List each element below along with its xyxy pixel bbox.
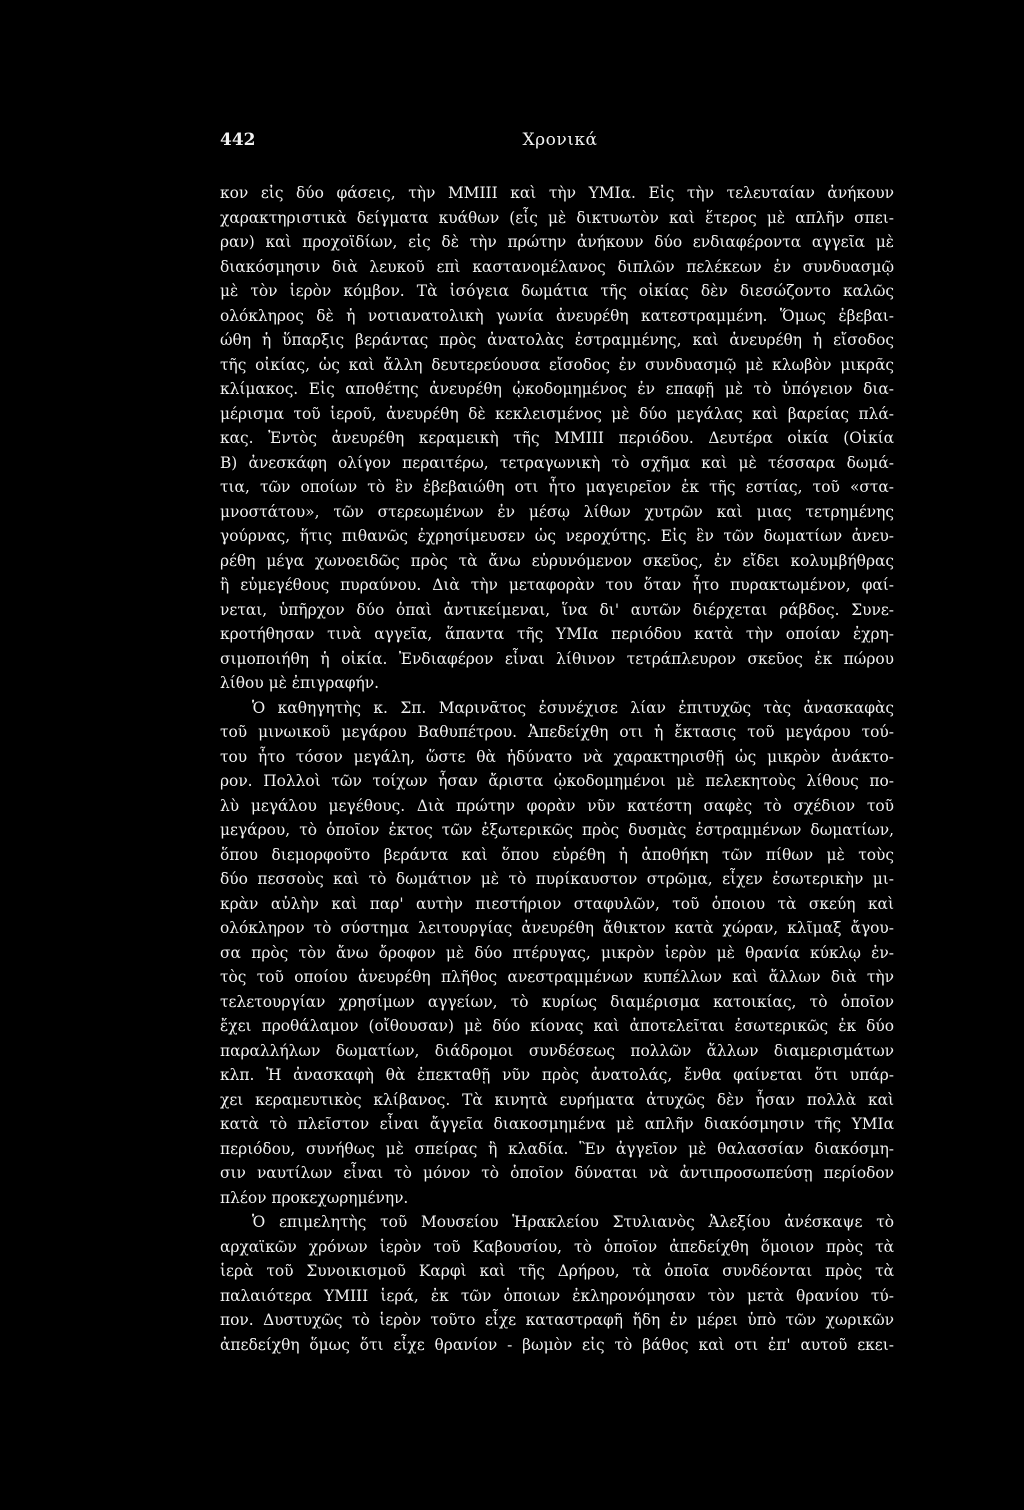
text-line: χαρακτηριστικὰ δείγματα κυάθων (εἷς μὲ δικτυωτὸν καὶ ἕτερος μὲ απλῆν σπει- [220, 208, 894, 227]
text-line: ἢ εὐμεγέθους πυραύνου. Διὰ τὴν μεταφορὰν του ὅταν ἦτο πυρακτωμένον, φαί- [220, 576, 894, 594]
article-body [220, 181, 894, 1357]
text-line: κροτήθησαν τινὰ αγγεῖα, ἅπαντα τῆς ΥΜΙα περιόδου κατὰ τὴν οποίαν ἐχρη- [220, 625, 894, 643]
text-line [220, 279, 894, 304]
text-line: κον εἰς δύο φάσεις, τὴν ΜΜΙΙΙ καὶ τὴν ΥΜΙα. Εἰς τὴν τελευταίαν ἀνήκουν [220, 184, 894, 202]
text-line: κας. Ἐντὸς ἀνευρέθη κεραμεικὴ τῆς ΜΜΙΙΙ περιόδου. Δευτέρα οἰκία (Οἰκία [220, 429, 894, 447]
text-line: ἔχει προθάλαμον (οἴθουσαν) μὲ δύο κίονας καὶ ἀποτελεῖται ἐσωτερικῶς ἐκ δύο [220, 1017, 894, 1035]
text-line: κρὰν αὐλὴν καὶ παρ' αυτὴν πιεστήριον σταφυλῶν, τοῦ ὁποιου τὰ σκεύη καὶ [220, 894, 894, 913]
text-line: διακόσμησιν διὰ λευκοῦ επὶ καστανομέλανος διπλῶν πελέκεων ἐν συνδυασμῷ [220, 257, 894, 276]
text-line: τῆς οἰκίας, ὡς καὶ ἄλλη δευτερεύουσα εἴσοδος ἐν συνδυασμῷ μὲ κλωβὸν μικρᾶς [220, 355, 894, 374]
text-line: γούρνας, ἥτις πιθανῶς ἐχρησίμευσεν ὡς νεροχύτης. Εἰς ἓν τῶν δωματίων ἀνευ- [220, 527, 894, 545]
text-line: τοῦ μινωικοῦ μεγάρου Βαθυπέτρου. Ἀπεδείχθη οτι ἡ ἔκτασις τοῦ μεγάρου τού- [220, 723, 894, 741]
text-line: πλέον προκεχωρημένην. [220, 1188, 409, 1207]
text-line: τὸς τοῦ οποίου ἀνευρέθη πλῆθος ανεστραμμένων κυπέλλων καὶ ἄλλων διὰ τὴν [220, 968, 894, 986]
text-line: κατὰ τὸ πλεῖστον εἶναι ἄγγεῖα διακοσμημένα μὲ απλῆν διακόσμησιν τῆς ΥΜΙα [220, 1115, 894, 1133]
text-line: του ἦτο τόσον μεγάλη, ὥστε θὰ ἠδύνατο νὰ χαρακτηρισθῇ ὡς μικρὸν ἀνάκτο- [220, 747, 894, 766]
text-line-part: Τὰ ἰσόγεια δωμάτια τῆς οἰκίας δὲν διεσώζοντο καλῶς [404, 282, 894, 300]
text-line: σα πρὸς τὸν ἄνω ὄροφον μὲ δύο πτέρυγας, μικρὸν ἱερὸν μὲ θρανία κύκλῳ ἐν- [220, 943, 894, 962]
text-line: παλαιότερα ΥΜΙΙΙ ἱερά, ἐκ τῶν ὁποιων ἐκληρονόμησαν τὸν μετὰ θρανίου τύ- [220, 1286, 894, 1305]
text-line-part: μὲ τὸν ἱερὸν κόμβον. [220, 282, 405, 300]
text-line: ἱερὰ τοῦ Συνοικισμοῦ Καρφὶ καὶ τῆς Δρήρου, τὰ ὁποῖα συνδέονται πρὸς τὰ [220, 1262, 894, 1280]
text-line: δύο πεσσοὺς καὶ τὸ δωμάτιον μὲ τὸ πυρίκαυστον στρῶμα, εἶχεν ἐσωτερικὴν μι- [220, 870, 894, 888]
text-line: ολόκληρον τὸ σύστημα λειτουργίας ἀνευρέθη ἄθικτον κατὰ χώραν, κλῖμαξ ἄγου- [220, 919, 894, 937]
text-line: ρον. Πολλοὶ τῶν τοίχων ἦσαν ἄριστα ᾠκοδομημένοι μὲ πελεκητοὺς λίθους πο- [220, 772, 894, 790]
text-line: παραλλήλων δωματίων, διάδρομοι συνδέσεως πολλῶν ἄλλων διαμερισμάτων [220, 1041, 894, 1060]
text-line: ἀπεδείχθη ὅμως ὅτι εἶχε θρανίον - βωμὸν εἰς τὸ βάθος καὶ οτι ἐπ' αυτοῦ εκει- [220, 1335, 894, 1354]
text-line: λίθου μὲ ἐπιγραφήν. [220, 674, 380, 692]
text-line: νεται, ὑπῆρχον δύο ὀπαὶ ἀντικείμεναι, ἵνα δι' αυτῶν διέρχεται ράβδος. Συνε- [220, 600, 894, 619]
text-line: μνοστάτου», τῶν στερεωμένων ἐν μέσῳ λίθων χυτρῶν καὶ μιας τετρημένης [220, 502, 894, 521]
text-line: ρέθη μέγα χωνοειδῶς πρὸς τὰ ἄνω εὐρυνόμενον σκεῦος, ἐν εἴδει κολυμβήθρας [220, 551, 894, 570]
text-line: περιόδου, συνήθως μὲ σπείρας ἢ κλαδία. Ἓν ἀγγεῖον μὲ θαλασσίαν διακόσμη- [220, 1139, 894, 1158]
text-line: τελετουργίαν χρησίμων αγγείων, τὸ κυρίως διαμέρισμα κατοικίας, τὸ ὁποῖον [220, 992, 894, 1011]
text-line: ολόκληρος δὲ ἡ νοτιανατολικὴ γωνία ἀνευρέθη κατεστραμμένη. Ὅμως ἐβεβαι- [220, 306, 894, 325]
text-line: σιμοποιήθη ἡ οἰκία. Ἐνδιαφέρον εἶναι λίθινον τετράπλευρον σκεῦος ἐκ πώρου [220, 649, 894, 668]
text-line: αρχαϊκῶν χρόνων ἱερὸν τοῦ Καβουσίου, τὸ ὁποῖον ἀπεδείχθη ὅμοιον πρὸς τὰ [220, 1237, 894, 1256]
text-line: ώθη ἡ ὕπαρξις βεράντας πρὸς ἀνατολὰς ἐστραμμένης, καὶ ἀνευρέθη ἡ εἴσοδος [220, 331, 894, 349]
text-line: μεγάρου, τὸ ὁποῖον ἐκτος τῶν ἐξωτερικῶς πρὸς δυσμὰς ἐστραμμένων δωματίων, [220, 821, 894, 839]
text-line: χει κεραμευτικὸς κλίβανος. Τὰ κινητὰ ευρήματα ἀτυχῶς δὲν ἦσαν πολλὰ καὶ [220, 1090, 894, 1109]
text-line: Ὁ επιμελητὴς τοῦ Μουσείου Ἡρακλείου Στυλιανὸς Ἀλεξίου ἀνέσκαψε τὸ [252, 1213, 894, 1231]
text-line: ὅπου διεμορφοῦτο βεράντα καὶ ὅπου εὑρέθη ἡ ἀποθήκη τῶν πίθων μὲ τοὺς [220, 845, 894, 864]
text-line: πον. Δυστυχῶς τὸ ἱερὸν τοῦτο εἶχε καταστραφῆ ἤδη ἐν μέρει ὑπὸ τῶν χωρικῶν [220, 1311, 894, 1329]
running-title: Χρονικά [522, 130, 598, 150]
text-line: μέρισμα τοῦ ἱεροῦ, ἀνευρέθη δὲ κεκλεισμένος μὲ δύο μεγάλας καὶ βαρείας πλά- [220, 404, 894, 423]
text-line: ραν) καὶ προχοϊδίων, εἰς δὲ τὴν πρώτην ἀνήκουν δύο ενδιαφέροντα αγγεῖα μὲ [220, 233, 894, 251]
text-line: τια, τῶν οποίων τὸ ἓν ἐβεβαιώθη οτι ἦτο μαγειρεῖον ἐκ τῆς εστίας, τοῦ «στα- [220, 478, 894, 496]
text-line: κλπ. Ἡ ἀνασκαφὴ θὰ ἐπεκταθῇ νῦν πρὸς ἀνατολάς, ἔνθα φαίνεται ὅτι υπάρ- [220, 1066, 894, 1084]
text-line: λὺ μεγάλου μεγέθους. Διὰ πρώτην φορὰν νῦν κατέστη σαφὲς τὸ σχέδιον τοῦ [220, 796, 894, 815]
page-number: 442 [220, 130, 256, 150]
text-line: Ὁ καθηγητὴς κ. Σπ. Μαρινᾶτος ἐσυνέχισε λίαν ἐπιτυχῶς τὰς ἀνασκαφὰς [252, 698, 894, 717]
text-line: κλίμακος. Εἰς αποθέτης ἀνευρέθη ᾠκοδομημένος ἐν επαφῇ μὲ τὸ ὑπόγειον δια- [220, 380, 894, 398]
page-header [220, 130, 900, 154]
text-line: σιν ναυτίλων εἶναι τὸ μόνον τὸ ὁποῖον δύναται νὰ ἀντιπροσωπεύσῃ περίοδον [220, 1164, 894, 1182]
text-line: Β) ἀνεσκάφη ολίγον περαιτέρω, τετραγωνικὴ τὸ σχῆμα καὶ μὲ τέσσαρα δωμά- [220, 453, 894, 472]
